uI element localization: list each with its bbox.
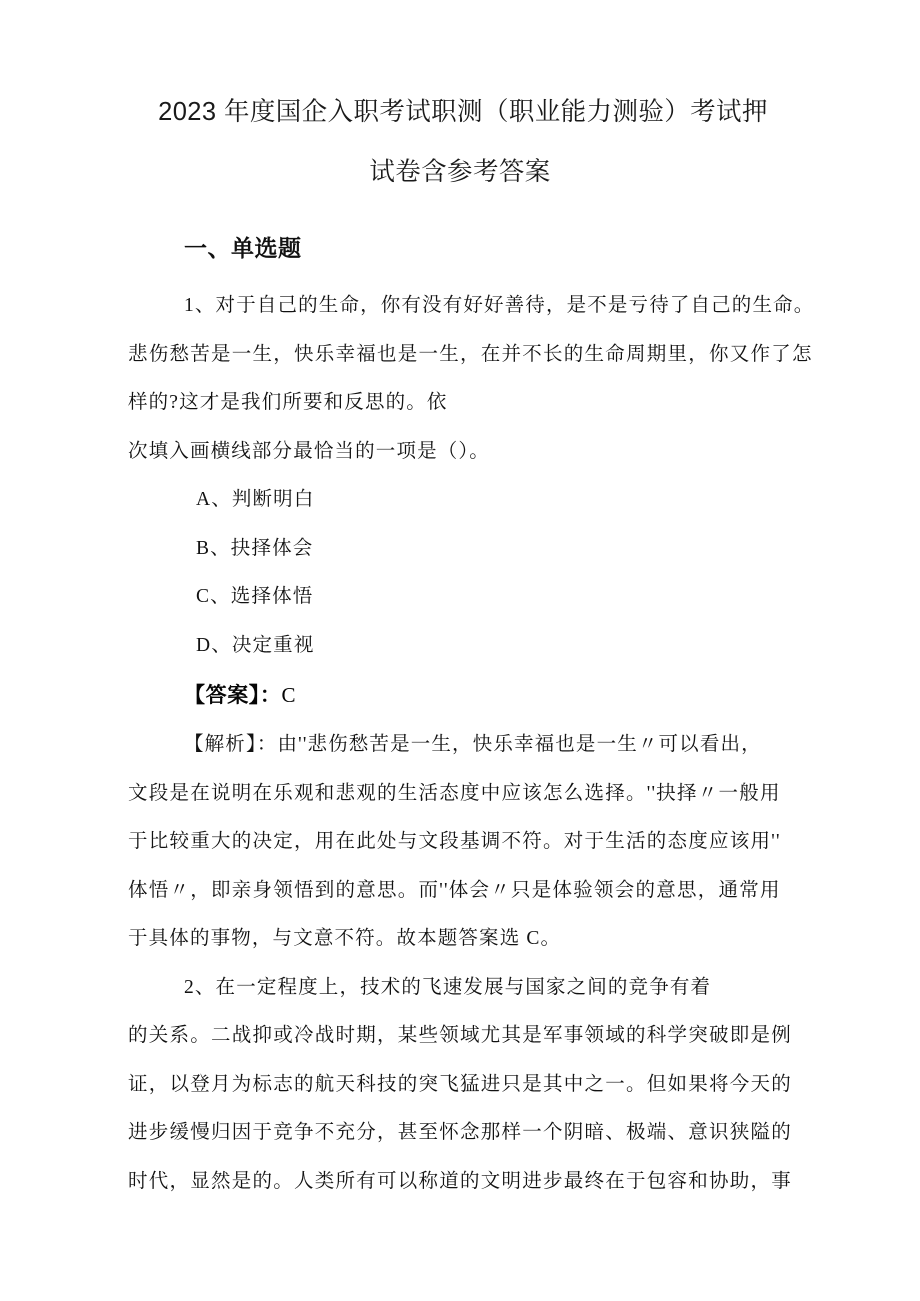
question-2	[128, 978, 792, 1192]
document-title-line-2: 试卷含参考答案	[369, 157, 551, 186]
answer-value: C	[281, 683, 297, 707]
question-1-analysis-line-1: 【解析】：由''悲伤愁苦是一生，快乐幸福也是一生〃可以看出，	[184, 734, 762, 755]
question-1-stem-line-4: 次填入画横线部分最恰当的一项是（）。	[128, 440, 490, 462]
question-1-option-a[interactable]: A、判断明白	[196, 489, 315, 510]
question-1-analysis-line-2: 文段是在说明在乐观和悲观的生活态度中应该怎么选择。''抉择〃一般用	[128, 782, 781, 804]
document-title-line-1: 2023 年度国企入职考试职测（职业能力测验）考试押	[158, 98, 768, 126]
question-1	[128, 295, 815, 949]
question-1-option-b[interactable]: B、抉择体会	[196, 537, 314, 559]
question-2-stem-line-3: 证，以登月为标志的航天科技的突飞猛进只是其中之一。但如果将今天的	[128, 1073, 793, 1095]
question-1-analysis-line-5: 于具体的事物，与文意不符。故本题答案选 C。	[128, 928, 562, 949]
question-1-answer	[184, 685, 792, 706]
question-1-analysis-line-3: 于比较重大的决定，用在此处与文段基调不符。对于生活的态度应该用''	[128, 831, 781, 852]
question-1-option-c[interactable]: C、选择体悟	[196, 586, 314, 607]
section-heading-single-choice: 一、单选题	[184, 235, 302, 261]
answer-label: 【答案】：	[184, 684, 282, 707]
question-1-analysis-line-4: 体悟〃，即亲身领悟到的意思。而''体会〃只是体验领会的意思，通常用	[128, 879, 781, 901]
question-1-stem-line-3: 样的?这才是我们所要和反思的。依	[128, 392, 448, 413]
question-2-stem-line-5: 时代，显然是的。人类所有可以称道的文明进步最终在于包容和协助，事	[128, 1170, 793, 1192]
question-1-stem-line-1: 1、对于自己的生命，你有没有好好善待，是不是亏待了自己的生命。	[184, 295, 815, 316]
question-2-stem-line-1: 2、在一定程度上，技术的飞速发展与国家之间的竞争有着	[184, 976, 712, 998]
question-1-option-d[interactable]: D、决定重视	[196, 634, 315, 656]
question-1-stem-line-2: 悲伤愁苦是一生，快乐幸福也是一生，在并不长的生命周期里，你又作了怎	[128, 343, 813, 365]
question-2-stem-line-2: 的关系。二战抑或冷战时期，某些领域尤其是军事领域的科学突破即是例	[128, 1025, 793, 1046]
question-2-stem-line-4: 进步缓慢归因于竞争不充分，甚至怀念那样一个阴暗、极端、意识狭隘的	[128, 1122, 793, 1143]
